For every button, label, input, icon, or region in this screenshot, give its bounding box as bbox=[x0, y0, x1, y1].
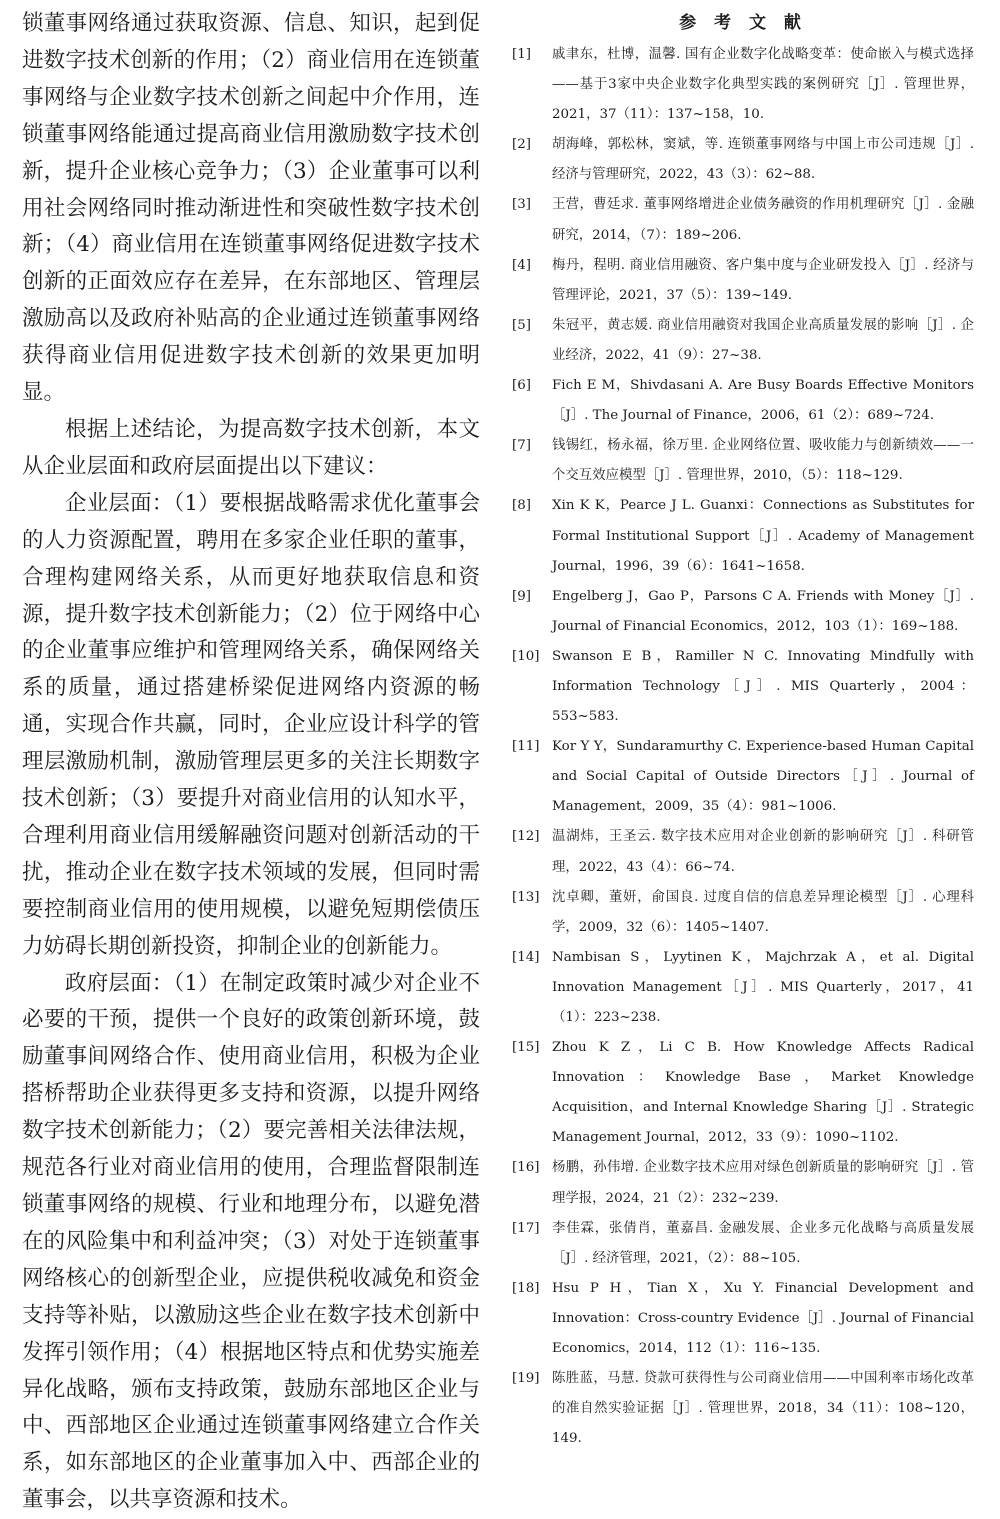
conclusion-paragraph: 锁董事网络通过获取资源、信息、知识，起到促进数字技术创新的作用；（2）商业信用在连锁董事网络与企业数字技术创新之间起中介作用，连锁董事网络能通过提高商业信用激励数字技术创新，提升企业核心竞争力；（3）企业董事可以利用社会网络同时推动渐进性和突破性数字技术创新；（4）商业信用在连锁董事网络促进数字技术创新的正面效应存在差异，在东部地区、管理层激励高以及政府补贴高的企业通过连锁董事网络获得商业信用促进数字技术创新的效果更加明显。 bbox=[22, 11, 480, 406]
reference-text: 温湖炜，王圣云. 数字技术应用对企业创新的影响研究［J］. 科研管理，2022，43（4）：66~74. bbox=[552, 829, 974, 875]
reference-item bbox=[512, 822, 974, 882]
reference-item bbox=[512, 642, 974, 732]
reference-item bbox=[512, 371, 974, 431]
reference-number: [13] bbox=[512, 889, 540, 905]
reference-number: [8] bbox=[512, 498, 531, 514]
reference-text: 朱冠平，黄志媛. 商业信用融资对我国企业高质量发展的影响［J］. 企业经济，2022，41（9）：27~38. bbox=[552, 317, 974, 363]
reference-text: 沈卓卿，董妍，俞国良. 过度自信的信息差异理论模型［J］. 心理科学，2009，32（6）：1405~1407. bbox=[552, 889, 974, 935]
reference-number: [18] bbox=[512, 1280, 540, 1296]
reference-item bbox=[512, 130, 974, 190]
reference-item bbox=[512, 1033, 974, 1153]
body-text-column bbox=[22, 6, 480, 1519]
reference-item bbox=[512, 943, 974, 1033]
reference-item bbox=[512, 1153, 974, 1213]
reference-item bbox=[512, 190, 974, 250]
reference-number: [14] bbox=[512, 949, 540, 965]
reference-item bbox=[512, 883, 974, 943]
reference-text: Swanson E B，Ramiller N C. Innovating Mindfully with Information Technology［J］. MIS Quarterly，2004：553~583. bbox=[552, 648, 974, 725]
reference-number: [12] bbox=[512, 829, 540, 845]
reference-item bbox=[512, 1364, 974, 1454]
reference-number: [9] bbox=[512, 588, 531, 604]
reference-text: 胡海峰，郭松林，窦斌，等. 连锁董事网络与中国上市公司违规［J］. 经济与管理研究，2022，43（3）：62~88. bbox=[552, 137, 974, 183]
reference-number: [19] bbox=[512, 1371, 540, 1387]
reference-number: [4] bbox=[512, 257, 531, 273]
reference-item bbox=[512, 491, 974, 581]
reference-text: Engelberg J，Gao P，Parsons C A. Friends with Money［J］. Journal of Financial Economics，2012，103（1）：169~188. bbox=[552, 588, 974, 634]
reference-text: Nambisan S，Lyytinen K，Majchrzak A，et al. Digital Innovation Management［J］. MIS Quarterly，2017，41（1）：223~238. bbox=[552, 949, 974, 1025]
suggestions-intro-paragraph: 根据上述结论，为提高数字技术创新，本文从企业层面和政府层面提出以下建议： bbox=[22, 416, 480, 479]
reference-text: Fich E M，Shivdasani A. Are Busy Boards Effective Monitors［J］. The Journal of Finance，2006，61（2）：689~724. bbox=[552, 378, 974, 424]
reference-item bbox=[512, 582, 974, 642]
reference-item bbox=[512, 40, 974, 130]
reference-number: [16] bbox=[512, 1160, 540, 1176]
reference-number: [5] bbox=[512, 317, 531, 333]
reference-text: Xin K K，Pearce J L. Guanxi：Connections as Substitutes for Formal Institutional Support［J］. Academy of Management Journal，1996，39（6）：1641~1658. bbox=[552, 498, 974, 574]
reference-item bbox=[512, 251, 974, 311]
reference-number: [2] bbox=[512, 137, 531, 153]
reference-number: [7] bbox=[512, 438, 531, 454]
reference-item bbox=[512, 1214, 974, 1274]
reference-number: [3] bbox=[512, 197, 531, 213]
reference-text: 戚聿东，杜博，温馨. 国有企业数字化战略变革：使命嵌入与模式选择——基于3家中央企业数字化典型实践的案例研究［J］. 管理世界，2021，37（11）：137~158，10. bbox=[552, 47, 974, 123]
enterprise-level-paragraph: 企业层面：（1）要根据战略需求优化董事会的人力资源配置，聘用在多家企业任职的董事，合理构建网络关系，从而更好地获取信息和资源，提升数字技术创新能力；（2）位于网络中心的企业董事应维护和管理网络关系，确保网络关系的质量，通过搭建桥梁促进网络内资源的畅通，实现合作共赢，同时，企业应设计科学的管理层激励机制，激励管理层更多的关注长期数字技术创新；（3）要提升对商业信用的认知水平，合理利用商业信用缓解融资问题对创新活动的干扰，推动企业在数字技术领域的发展，但同时需要控制商业信用的使用规模，以避免短期偿债压力妨碍长期创新投资，抑制企业的创新能力。 bbox=[22, 490, 480, 959]
government-level-paragraph: 政府层面：（1）在制定政策时减少对企业不必要的干预，提供一个良好的政策创新环境，鼓励董事间网络合作、使用商业信用，积极为企业搭桥帮助企业获得更多支持和资源，以提升网络数字技术创新能力；（2）要完善相关法律法规，规范各行业对商业信用的使用，合理监督限制连锁董事网络的规模、行业和地理分布，以避免潜在的风险集中和利益冲突；（3）对处于连锁董事网络核心的创新型企业，应提供税收减免和资金支持等补贴，以激励这些企业在数字技术创新中发挥引领作用；（4）根据地区特点和优势实施差异化战略，颁布支持政策，鼓励东部地区企业与中、西部地区企业通过连锁董事网络建立合作关系，如东部地区的企业董事加入中、西部企业的董事会，以共享资源和技术。 bbox=[22, 970, 480, 1513]
reference-item bbox=[512, 732, 974, 822]
reference-list bbox=[512, 40, 974, 1454]
reference-text: 钱锡红，杨永福，徐万里. 企业网络位置、吸收能力与创新绩效——一个交互效应模型［J］. 管理世界，2010，（5）：118~129. bbox=[552, 438, 974, 484]
reference-item bbox=[512, 1274, 974, 1364]
reference-number: [10] bbox=[512, 648, 540, 664]
reference-text: Hsu P H，Tian X，Xu Y. Financial Development and Innovation：Cross-country Evidence［J］. Journal of Financial Economics，2014，112（1）：116~135. bbox=[552, 1280, 974, 1357]
reference-number: [6] bbox=[512, 378, 531, 394]
reference-number: [15] bbox=[512, 1040, 540, 1056]
references-section bbox=[512, 10, 974, 1454]
reference-item bbox=[512, 431, 974, 491]
reference-text: Zhou K Z，Li C B. How Knowledge Affects Radical Innovation：Knowledge Base，Market Knowledge Acquisition，and Internal Knowledge Sharing［J］. Strategic Management Journal，2012，33（9）：1090~1102. bbox=[552, 1040, 974, 1146]
reference-text: 杨鹏，孙伟增. 企业数字技术应用对绿色创新质量的影响研究［J］. 管理学报，2024，21（2）：232~239. bbox=[552, 1160, 974, 1206]
reference-text: Kor Y Y，Sundaramurthy C. Experience-based Human Capital and Social Capital of Outside Directors［J］. Journal of Management，2009，35（4）：981~1006. bbox=[552, 739, 974, 815]
reference-number: [1] bbox=[512, 47, 531, 62]
reference-number: [17] bbox=[512, 1220, 540, 1236]
reference-number: [11] bbox=[512, 739, 540, 755]
references-heading: 参 考 文 献 bbox=[679, 13, 807, 33]
reference-item bbox=[512, 311, 974, 371]
reference-text: 梅丹，程明. 商业信用融资、客户集中度与企业研发投入［J］. 经济与管理评论，2021，37（5）：139~149. bbox=[552, 257, 974, 303]
reference-text: 陈胜蓝，马慧. 贷款可获得性与公司商业信用——中国利率市场化改革的准自然实验证据［J］. 管理世界，2018，34（11）：108~120，149. bbox=[552, 1371, 974, 1447]
reference-text: 李佳霖，张倩肖，董嘉昌. 金融发展、企业多元化战略与高质量发展［J］. 经济管理，2021，（2）：88~105. bbox=[552, 1220, 974, 1266]
reference-text: 王营，曹廷求. 董事网络增进企业债务融资的作用机理研究［J］. 金融研究，2014，（7）：189~206. bbox=[552, 197, 974, 243]
